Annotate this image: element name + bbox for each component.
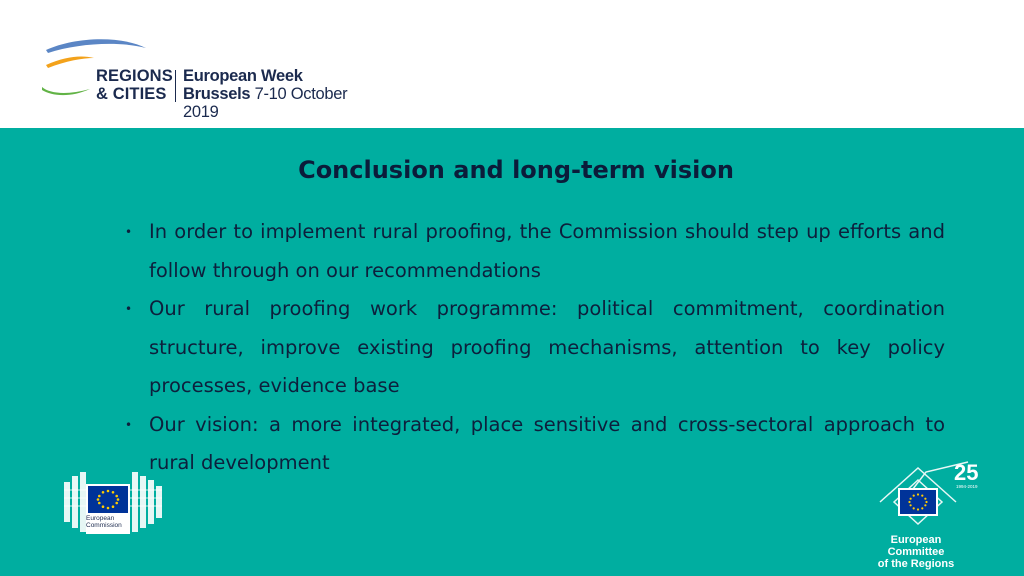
bullet-item [125, 406, 945, 483]
logo-text-regions: REGIONS [96, 67, 173, 85]
bullet-icon: • [125, 225, 133, 239]
slide-header [0, 0, 1024, 128]
cor-label-line2: of the Regions [877, 558, 955, 570]
ec-label-line1: European [86, 515, 115, 522]
ec-label-line2: Commission [86, 522, 122, 529]
logo-text-european-week: European Week [183, 67, 303, 85]
bullet-text: Our vision: a more integrated, place sensitive and cross-sectoral approach to rural development [149, 412, 945, 474]
european-commission-label [86, 515, 122, 529]
logo-divider [175, 70, 176, 102]
european-week-regions-cities-logo [38, 34, 378, 121]
logo-event-info [183, 67, 378, 121]
logo-text-dates: 7-10 October 2019 [183, 85, 348, 121]
cor-label-line1: European Committee [887, 534, 945, 558]
bullet-list [125, 213, 945, 483]
bullet-text: Our rural proofing work programme: political commitment, coordination structure, improve existing proofing mechanisms, attention to key policy processes, evidence base [149, 297, 945, 397]
committee-of-the-regions-logo [876, 458, 986, 528]
bullet-icon: • [125, 302, 133, 316]
anniversary-number: 25 [954, 460, 979, 485]
slide-title: Conclusion and long-term vision [298, 156, 734, 184]
logo-regions-cities [96, 67, 173, 103]
bullet-text: In order to implement rural proofing, the Commission should step up efforts and follow through on our recommendations [149, 220, 945, 282]
logo-text-cities: & CITIES [96, 85, 167, 103]
bullet-icon: • [125, 417, 133, 432]
committee-of-the-regions-label [864, 534, 968, 570]
anniversary-years: 1994-2019 [956, 484, 978, 489]
bullet-item [125, 213, 945, 290]
bullet-item [125, 290, 945, 406]
logo-text-brussels: Brussels [183, 85, 251, 103]
